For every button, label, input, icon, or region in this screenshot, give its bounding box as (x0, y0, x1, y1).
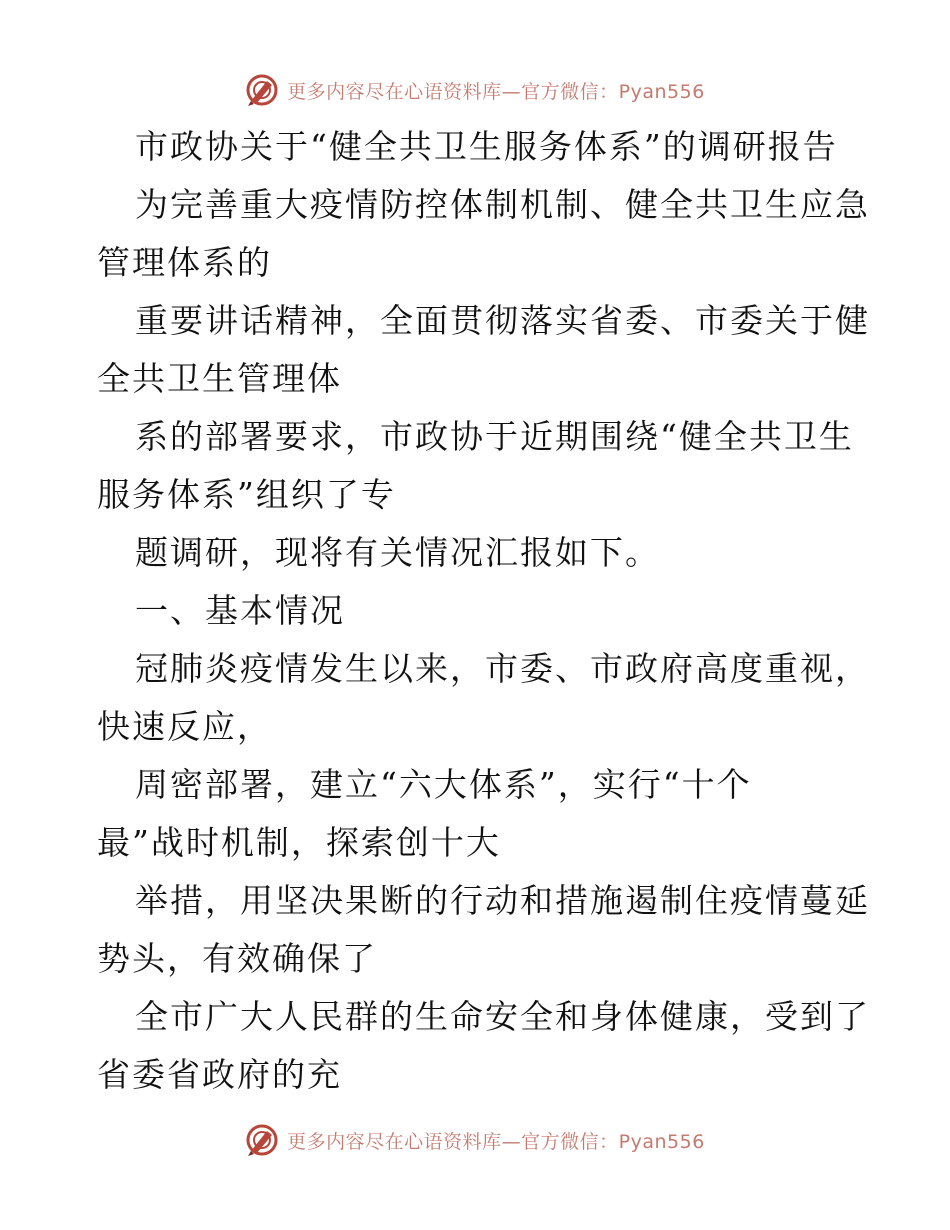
paragraph-line: 冠肺炎疫情发生以来，市委、市政府高度重视， (135, 649, 870, 688)
paragraph-line: 服务体系”组织了专 (97, 475, 396, 514)
paragraph-line: 管理体系的 (97, 243, 272, 282)
paragraph-line: 快速反应， (97, 707, 272, 746)
document-body (97, 118, 870, 1104)
paragraph-line: 举措，用坚决果断的行动和措施遏制住疫情蔓延 (135, 881, 870, 920)
banner-text: 更多内容尽在心语资料库—官方微信：Pyan556 (287, 1130, 705, 1153)
paragraph-line: 为完善重大疫情防控体制机制、健全共卫生应急 (135, 185, 870, 224)
paragraph-line: 最”战时机制，探索创十大 (97, 823, 501, 862)
banner-text: 更多内容尽在心语资料库—官方微信：Pyan556 (287, 80, 705, 103)
section-heading: 一、基本情况 (135, 591, 345, 630)
paragraph-line: 周密部署，建立“六大体系”，实行“十个 (135, 765, 752, 804)
paragraph-line: 省委省政府的充 (97, 1055, 342, 1094)
footer-banner (0, 1120, 950, 1160)
paragraph-line: 重要讲话精神，全面贯彻落实省委、市委关于健 (135, 301, 870, 340)
paragraph-line: 系的部署要求，市政协于近期围绕“健全共卫生 (135, 417, 854, 456)
document-title: 市政协关于“健全共卫生服务体系”的调研报告 (135, 127, 838, 166)
paragraph-line: 全共卫生管理体 (97, 359, 342, 398)
paragraph-line: 全市广大人民群的生命安全和身体健康，受到了 (135, 997, 870, 1036)
paragraph-line: 势头，有效确保了 (97, 939, 377, 978)
pen-logo-icon (245, 1123, 279, 1157)
paragraph-line: 题调研，现将有关情况汇报如下。 (135, 533, 660, 572)
header-banner (0, 70, 950, 110)
pen-logo-icon (245, 73, 279, 107)
